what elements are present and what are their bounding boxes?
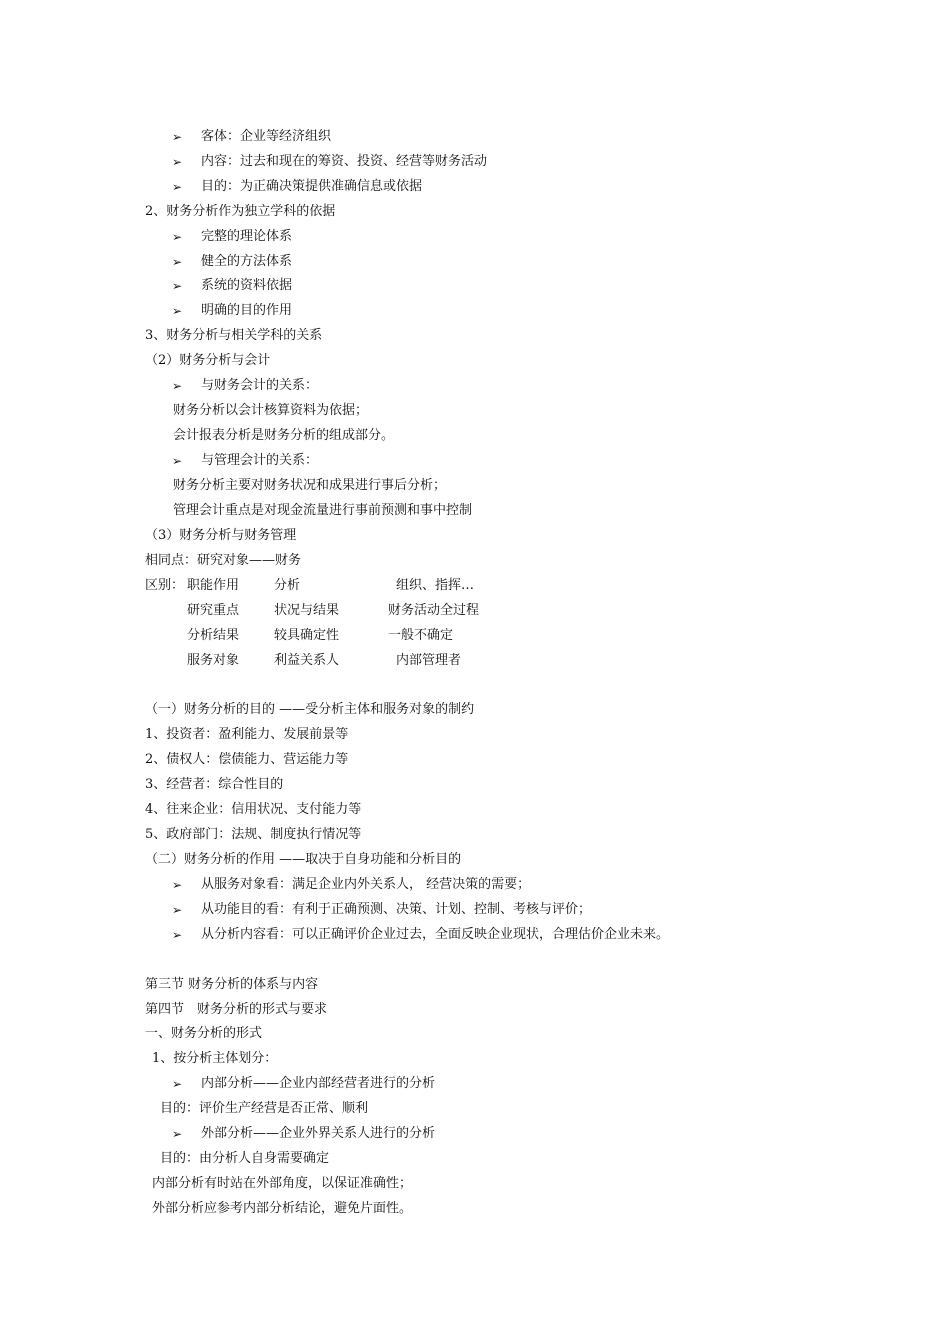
list-item: 与管理会计的关系：: [201, 453, 319, 468]
list-item: 4、往来企业：信用状况、支付能力等: [145, 802, 362, 817]
list-item: 明确的目的作用: [201, 303, 293, 318]
text-line: 目的：评价生产经营是否正常、顺利: [160, 1101, 369, 1116]
table-cell: 内部管理者: [396, 653, 462, 668]
list-item: 2、债权人：偿债能力、营运能力等: [145, 752, 349, 767]
list-item: 3、经营者：综合性目的: [145, 777, 284, 792]
text-line: 财务分析主要对财务状况和成果进行事后分析；: [173, 478, 447, 493]
table-cell: 服务对象: [187, 653, 240, 668]
section-heading: （二）财务分析的作用 ——取决于自身功能和分析目的: [145, 852, 462, 867]
list-item: 内部分析——企业内部经营者进行的分析: [201, 1076, 436, 1091]
chapter-heading: 第三节 财务分析的体系与内容: [145, 977, 319, 992]
bullet-icon: ➢: [172, 155, 183, 169]
table-cell: 财务活动全过程: [388, 603, 480, 618]
text-line: 外部分析应参考内部分析结论，避免片面性。: [152, 1201, 413, 1216]
text-line: 管理会计重点是对现金流量进行事前预测和事中控制: [173, 503, 473, 518]
bullet-icon: ➢: [172, 454, 183, 468]
table-cell: 职能作用: [187, 578, 240, 593]
bullet-icon: ➢: [172, 379, 183, 393]
text-line: 财务分析以会计核算资料为依据；: [173, 403, 369, 418]
bullet-icon: ➢: [172, 230, 183, 244]
list-item: 系统的资料依据: [201, 278, 293, 293]
table-cell: 组织、指挥…: [396, 578, 475, 593]
bullet-icon: ➢: [172, 304, 183, 318]
table-cell: 一般不确定: [388, 628, 454, 643]
table-cell: 研究重点: [187, 603, 240, 618]
bullet-icon: ➢: [172, 878, 183, 892]
table-cell: 分析结果: [187, 628, 240, 643]
section-heading: 3、财务分析与相关学科的关系: [145, 328, 323, 343]
list-item: 完整的理论体系: [201, 229, 293, 244]
bullet-icon: ➢: [172, 1077, 183, 1091]
diff-label: 区别：: [145, 578, 185, 593]
subsection-heading: （3）财务分析与财务管理: [145, 528, 297, 543]
chapter-heading: 第四节 财务分析的形式与要求: [145, 1002, 328, 1017]
table-cell: 利益关系人: [274, 653, 340, 668]
list-item: 5、政府部门：法规、制度执行情况等: [145, 827, 362, 842]
subsection-heading: （2）财务分析与会计: [145, 353, 271, 368]
table-cell: 较具确定性: [274, 628, 340, 643]
list-item: 客体：企业等经济组织: [201, 129, 332, 144]
list-item: 健全的方法体系: [201, 254, 293, 269]
list-item: 与财务会计的关系：: [201, 378, 319, 393]
bullet-icon: ➢: [172, 279, 183, 293]
bullet-icon: ➢: [172, 180, 183, 194]
text-line: 相同点：研究对象——财务: [145, 553, 302, 568]
section-heading: 一、财务分析的形式: [145, 1026, 263, 1041]
list-item: 内容：过去和现在的筹资、投资、经营等财务活动: [201, 154, 488, 169]
text-line: 会计报表分析是财务分析的组成部分。: [173, 428, 395, 443]
list-item: 目的：为正确决策提供准确信息或依据: [201, 179, 423, 194]
section-heading: （一）财务分析的目的 ——受分析主体和服务对象的制约: [145, 702, 475, 717]
section-heading: 2、财务分析作为独立学科的依据: [145, 204, 336, 219]
table-cell: 分析: [274, 578, 301, 593]
table-cell: 状况与结果: [274, 603, 340, 618]
bullet-icon: ➢: [172, 928, 183, 942]
bullet-icon: ➢: [172, 903, 183, 917]
text-line: 内部分析有时站在外部角度，以保证准确性；: [152, 1176, 413, 1191]
subsection-heading: 1、按分析主体划分：: [152, 1051, 278, 1066]
list-item: 从功能目的看：有利于正确预测、决策、计划、控制、考核与评价；: [201, 902, 592, 917]
list-item: 从服务对象看：满足企业内外关系人， 经营决策的需要；: [201, 877, 531, 892]
bullet-icon: ➢: [172, 255, 183, 269]
list-item: 1、投资者：盈利能力、发展前景等: [145, 727, 349, 742]
text-line: 目的：由分析人自身需要确定: [160, 1151, 330, 1166]
list-item: 从分析内容看：可以正确评价企业过去，全面反映企业现状，合理估价企业未来。: [201, 927, 670, 942]
bullet-icon: ➢: [172, 1127, 183, 1141]
list-item: 外部分析——企业外界关系人进行的分析: [201, 1126, 436, 1141]
bullet-icon: ➢: [172, 130, 183, 144]
